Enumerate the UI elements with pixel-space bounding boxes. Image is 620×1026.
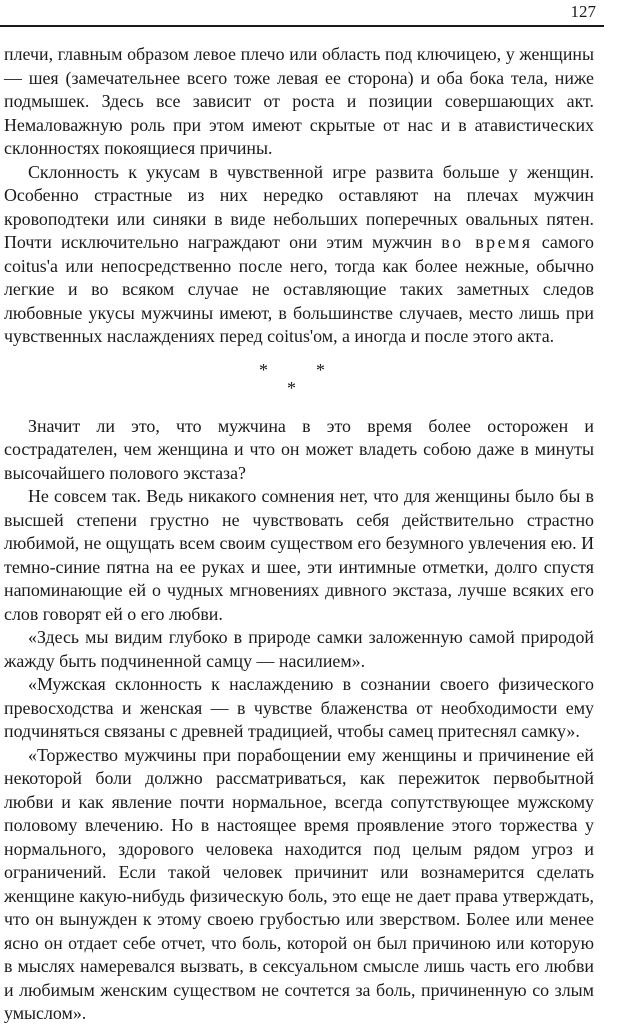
paragraph-bites-part1: Склонность к укусам в чувственной игре развита больше у женщин. Особенно страстные из них нередко оставляют на плечах мужчин кровоподтеки или синяки в виде небольших поперечных овальных пятен. Почти исключительно награждают они этим мужчин <box>4 161 594 252</box>
paragraph-question: Значит ли это, что мужчина в это время более осторожен и сострадателен, чем женщина и что он может владеть собою даже в минуты высочайшего полового экстаза? <box>4 415 594 483</box>
asterisk-left: * <box>259 359 268 380</box>
asterisk-right: * <box>316 359 325 380</box>
paragraph-bites <box>4 161 594 349</box>
spaced-emphasis: во время <box>441 232 533 252</box>
body-text <box>4 43 594 1026</box>
asterisk-bottom: * <box>287 377 296 398</box>
header-rule <box>0 25 604 27</box>
page-number: 127 <box>570 2 596 21</box>
quote-1: «Здесь мы видим глубоко в природе самки заложенную самой природой жажду быть подчиненной самцу — насилием». <box>4 627 594 671</box>
paragraph-answer: Не совсем так. Ведь никакого сомнения нет, что для женщины было бы в высшей степени грустно не чувствовать себя действительно страстно любимой, не ощущать всем своим существом его безумного увлечения ею. И темно-синие пятна на ее руках и шее, эти интимные отметки, долго спустя напоминающие ей о чудных мгновениях дивного экстаза, лучше всяких его слов говорят ей о его любви. <box>4 486 594 624</box>
paragraph-bites-part2: самого coitus'а или непосредственно после него, тогда как более нежные, обычно легкие и во всяком случае не оставляющие таких заметных следов любовные укусы мужчины имеют, в большинстве случаев, место лишь при чувственных наслаждениях перед coitus'ом, а иногда и после этого акта. <box>4 232 594 346</box>
quote-2: «Мужская склонность к наслаждению в сознании своего физического превосходства и женская — в чувстве блаженства от необходимости ему подчиняться связаны с древней традицией, чтобы самец притеснял самку». <box>4 674 594 741</box>
paragraph-continuation: плечи, главным образом левое плечо или область под ключицею, у женщины — шея (замечательнее всего тоже левая ее сторона) и оба бока тела, ниже подмышек. Здесь все зависит от роста и позиции совершающих акт. Немаловажную роль при этом имеют скрытые от нас и в атавистических склонностях покоящиеся причины. <box>4 44 594 158</box>
section-asterism <box>4 349 594 415</box>
page-header <box>0 0 604 28</box>
quote-3: «Торжество мужчины при порабощении ему женщины и причинение ей некоторой боли должно рассматриваться, как пережиток первобытной любви и как явление почти нормальное, всегда сопутствующее мужскому половому влечению. Но в настоящее время проявление этого торжества у нормального, здорового человека находится под целым рядом угроз и ограничений. Если такой человек причинит или вознамерится сделать женщине какую-нибудь физическую боль, это еще не дает права утверждать, что он вынужден к этому своею грубостью или зверством. Более или менее ясно он отдает себе отчет, что боль, которой он был причиною или которую в мыслях намеревался вызвать, в сексуальном смысле лишь часть его любви и любимым женским существом не сочтется за боль, причиненную со злым умыслом». <box>4 744 594 1023</box>
